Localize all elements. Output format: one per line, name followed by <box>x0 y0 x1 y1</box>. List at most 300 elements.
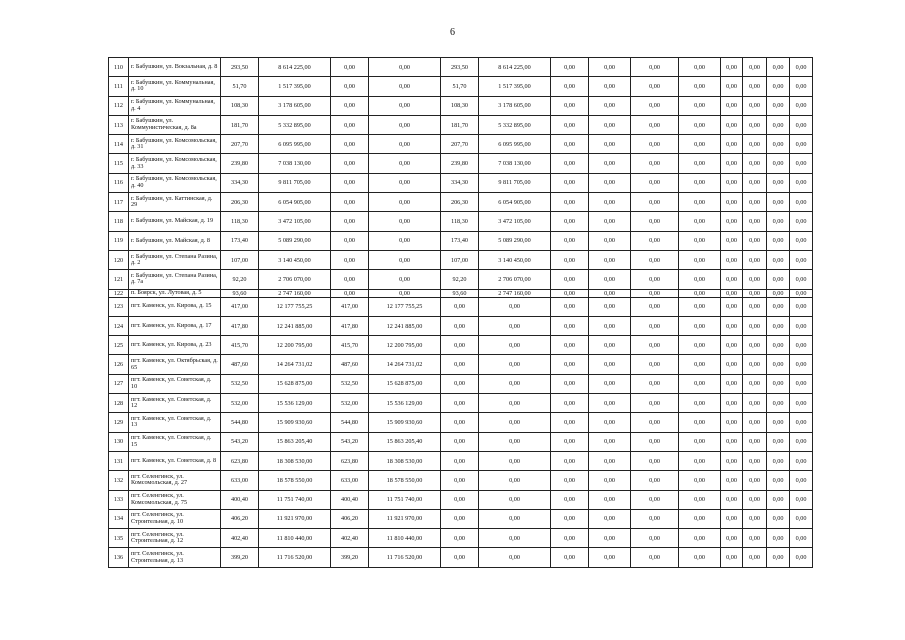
value-cell: 11 751 740,00 <box>259 490 331 509</box>
value-cell: 12 200 795,00 <box>369 336 441 355</box>
value-cell: 0,00 <box>790 154 813 173</box>
value-cell: 0,00 <box>790 135 813 154</box>
value-cell: 51,70 <box>441 77 479 96</box>
value-cell: 0,00 <box>631 115 679 134</box>
value-cell: 0,00 <box>631 58 679 77</box>
value-cell: 0,00 <box>441 529 479 548</box>
value-cell: 11 810 440,00 <box>369 529 441 548</box>
value-cell: 11 716 520,00 <box>369 548 441 567</box>
value-cell: 0,00 <box>631 316 679 335</box>
value-cell: 0,00 <box>631 193 679 212</box>
value-cell: 15 628 875,00 <box>369 374 441 393</box>
value-cell: 0,00 <box>790 451 813 470</box>
value-cell: 0,00 <box>790 394 813 413</box>
value-cell: 118,30 <box>221 212 259 231</box>
value-cell: 0,00 <box>589 115 631 134</box>
value-cell: 15 628 875,00 <box>259 374 331 393</box>
value-cell: 2 706 070,00 <box>479 270 551 289</box>
row-number: 124 <box>109 316 129 335</box>
value-cell: 402,40 <box>221 529 259 548</box>
value-cell: 0,00 <box>743 336 767 355</box>
value-cell: 0,00 <box>551 193 589 212</box>
value-cell: 0,00 <box>589 316 631 335</box>
value-cell: 0,00 <box>479 355 551 374</box>
value-cell: 0,00 <box>631 270 679 289</box>
value-cell: 0,00 <box>631 490 679 509</box>
value-cell: 0,00 <box>790 212 813 231</box>
value-cell: 0,00 <box>631 471 679 490</box>
value-cell: 6 095 995,00 <box>259 135 331 154</box>
value-cell: 0,00 <box>767 212 790 231</box>
row-number: 116 <box>109 173 129 192</box>
value-cell: 0,00 <box>743 231 767 250</box>
value-cell: 532,00 <box>331 394 369 413</box>
value-cell: 0,00 <box>589 432 631 451</box>
row-number: 111 <box>109 77 129 96</box>
value-cell: 0,00 <box>767 355 790 374</box>
value-cell: 0,00 <box>551 336 589 355</box>
value-cell: 0,00 <box>790 115 813 134</box>
table-row <box>109 471 813 490</box>
value-cell: 0,00 <box>551 529 589 548</box>
value-cell: 0,00 <box>790 270 813 289</box>
value-cell: 0,00 <box>631 154 679 173</box>
address-cell: пгт. Каменск, ул. Советская, д. 10 <box>129 374 221 393</box>
value-cell: 8 614 225,00 <box>259 58 331 77</box>
value-cell: 0,00 <box>790 471 813 490</box>
value-cell: 0,00 <box>441 336 479 355</box>
value-cell: 0,00 <box>790 336 813 355</box>
value-cell: 0,00 <box>767 193 790 212</box>
row-number: 128 <box>109 394 129 413</box>
table-row <box>109 231 813 250</box>
value-cell: 0,00 <box>479 336 551 355</box>
value-cell: 0,00 <box>721 96 743 115</box>
value-cell: 107,00 <box>441 250 479 269</box>
value-cell: 9 811 705,00 <box>259 173 331 192</box>
value-cell: 0,00 <box>767 451 790 470</box>
value-cell: 406,20 <box>221 509 259 528</box>
address-cell: г. Бабушкин, ул. Степана Разина, д. 7а <box>129 270 221 289</box>
value-cell: 0,00 <box>369 58 441 77</box>
row-number: 113 <box>109 115 129 134</box>
value-cell: 0,00 <box>479 490 551 509</box>
value-cell: 239,80 <box>441 154 479 173</box>
value-cell: 0,00 <box>790 77 813 96</box>
value-cell: 0,00 <box>743 193 767 212</box>
value-cell: 0,00 <box>551 96 589 115</box>
value-cell: 0,00 <box>589 394 631 413</box>
value-cell: 0,00 <box>767 471 790 490</box>
value-cell: 0,00 <box>631 355 679 374</box>
value-cell: 0,00 <box>790 413 813 432</box>
value-cell: 0,00 <box>551 413 589 432</box>
value-cell: 0,00 <box>743 173 767 192</box>
value-cell: 0,00 <box>721 154 743 173</box>
value-cell: 532,00 <box>221 394 259 413</box>
row-number: 127 <box>109 374 129 393</box>
value-cell: 0,00 <box>369 250 441 269</box>
address-cell: г. Бабушкин, ул. Коммунистическая, д. 8а <box>129 115 221 134</box>
value-cell: 400,40 <box>331 490 369 509</box>
value-cell: 18 578 550,00 <box>259 471 331 490</box>
value-cell: 0,00 <box>767 154 790 173</box>
value-cell: 18 308 530,00 <box>369 451 441 470</box>
value-cell: 633,00 <box>331 471 369 490</box>
row-number: 114 <box>109 135 129 154</box>
value-cell: 0,00 <box>743 270 767 289</box>
value-cell: 0,00 <box>679 115 721 134</box>
address-cell: г. Бабушкин, ул. Майская, д. 19 <box>129 212 221 231</box>
value-cell: 0,00 <box>721 355 743 374</box>
value-cell: 0,00 <box>790 316 813 335</box>
value-cell: 0,00 <box>589 289 631 297</box>
value-cell: 0,00 <box>369 77 441 96</box>
value-cell: 6 054 905,00 <box>259 193 331 212</box>
value-cell: 3 140 450,00 <box>259 250 331 269</box>
address-cell: пгт. Каменск, ул. Кирова, д. 23 <box>129 336 221 355</box>
value-cell: 1 517 395,00 <box>259 77 331 96</box>
value-cell: 0,00 <box>743 154 767 173</box>
value-cell: 0,00 <box>743 115 767 134</box>
value-cell: 0,00 <box>767 509 790 528</box>
value-cell: 6 054 905,00 <box>479 193 551 212</box>
value-cell: 9 811 705,00 <box>479 173 551 192</box>
value-cell: 0,00 <box>589 297 631 316</box>
address-cell: г. Бабушкин, ул. Каттинская, д. 29 <box>129 193 221 212</box>
row-number: 120 <box>109 250 129 269</box>
address-cell: пгт. Каменск, ул. Советская, д. 15 <box>129 432 221 451</box>
value-cell: 0,00 <box>589 250 631 269</box>
address-cell: г. Бабушкин, ул. Комсомольская, д. 40 <box>129 173 221 192</box>
value-cell: 0,00 <box>721 413 743 432</box>
value-cell: 0,00 <box>479 413 551 432</box>
value-cell: 0,00 <box>679 297 721 316</box>
value-cell: 544,80 <box>331 413 369 432</box>
value-cell: 415,70 <box>331 336 369 355</box>
value-cell: 15 863 205,40 <box>369 432 441 451</box>
value-cell: 0,00 <box>767 413 790 432</box>
value-cell: 0,00 <box>767 394 790 413</box>
value-cell: 0,00 <box>767 115 790 134</box>
value-cell: 0,00 <box>743 548 767 567</box>
value-cell: 0,00 <box>551 509 589 528</box>
value-cell: 2 706 070,00 <box>259 270 331 289</box>
value-cell: 0,00 <box>331 270 369 289</box>
value-cell: 0,00 <box>589 173 631 192</box>
value-cell: 0,00 <box>441 374 479 393</box>
value-cell: 3 178 605,00 <box>479 96 551 115</box>
value-cell: 0,00 <box>331 173 369 192</box>
value-cell: 207,70 <box>441 135 479 154</box>
table-row <box>109 316 813 335</box>
value-cell: 0,00 <box>790 529 813 548</box>
value-cell: 0,00 <box>589 374 631 393</box>
value-cell: 0,00 <box>721 297 743 316</box>
table-row <box>109 509 813 528</box>
row-number: 135 <box>109 529 129 548</box>
table-row <box>109 96 813 115</box>
row-number: 122 <box>109 289 129 297</box>
value-cell: 543,20 <box>221 432 259 451</box>
table-row <box>109 289 813 297</box>
value-cell: 5 332 895,00 <box>479 115 551 134</box>
value-cell: 0,00 <box>721 77 743 96</box>
value-cell: 0,00 <box>441 413 479 432</box>
row-number: 136 <box>109 548 129 567</box>
value-cell: 0,00 <box>479 529 551 548</box>
address-cell: пгт. Селенгинск, ул. Комсомольская, д. 75 <box>129 490 221 509</box>
value-cell: 0,00 <box>679 289 721 297</box>
housing-table <box>108 57 813 568</box>
value-cell: 0,00 <box>551 355 589 374</box>
value-cell: 0,00 <box>721 490 743 509</box>
value-cell: 0,00 <box>790 509 813 528</box>
table-row <box>109 490 813 509</box>
value-cell: 0,00 <box>589 193 631 212</box>
value-cell: 0,00 <box>767 58 790 77</box>
table-row <box>109 115 813 134</box>
value-cell: 0,00 <box>743 135 767 154</box>
value-cell: 0,00 <box>679 193 721 212</box>
value-cell: 0,00 <box>721 231 743 250</box>
value-cell: 0,00 <box>551 173 589 192</box>
value-cell: 0,00 <box>743 432 767 451</box>
address-cell: пгт. Селенгинск, ул. Строительная, д. 13 <box>129 548 221 567</box>
value-cell: 0,00 <box>551 115 589 134</box>
value-cell: 0,00 <box>589 548 631 567</box>
value-cell: 181,70 <box>441 115 479 134</box>
value-cell: 0,00 <box>589 451 631 470</box>
value-cell: 108,30 <box>441 96 479 115</box>
value-cell: 0,00 <box>441 394 479 413</box>
value-cell: 0,00 <box>743 212 767 231</box>
value-cell: 0,00 <box>631 509 679 528</box>
value-cell: 108,30 <box>221 96 259 115</box>
value-cell: 0,00 <box>679 212 721 231</box>
value-cell: 3 472 105,00 <box>479 212 551 231</box>
value-cell: 0,00 <box>589 490 631 509</box>
value-cell: 0,00 <box>721 529 743 548</box>
value-cell: 0,00 <box>551 135 589 154</box>
value-cell: 92,20 <box>221 270 259 289</box>
value-cell: 0,00 <box>369 115 441 134</box>
value-cell: 0,00 <box>721 115 743 134</box>
value-cell: 0,00 <box>631 212 679 231</box>
value-cell: 0,00 <box>743 316 767 335</box>
value-cell: 0,00 <box>331 193 369 212</box>
value-cell: 0,00 <box>743 471 767 490</box>
value-cell: 11 716 520,00 <box>259 548 331 567</box>
value-cell: 0,00 <box>589 154 631 173</box>
value-cell: 0,00 <box>441 509 479 528</box>
value-cell: 417,00 <box>221 297 259 316</box>
value-cell: 0,00 <box>631 96 679 115</box>
value-cell: 1 517 395,00 <box>479 77 551 96</box>
value-cell: 0,00 <box>679 135 721 154</box>
value-cell: 0,00 <box>721 212 743 231</box>
value-cell: 417,00 <box>331 297 369 316</box>
value-cell: 406,20 <box>331 509 369 528</box>
row-number: 118 <box>109 212 129 231</box>
value-cell: 417,80 <box>331 316 369 335</box>
value-cell: 0,00 <box>743 413 767 432</box>
address-cell: г. Бабушкин, ул. Комсомольская, д. 33 <box>129 154 221 173</box>
value-cell: 544,80 <box>221 413 259 432</box>
value-cell: 0,00 <box>679 173 721 192</box>
value-cell: 0,00 <box>441 471 479 490</box>
row-number: 126 <box>109 355 129 374</box>
value-cell: 0,00 <box>767 336 790 355</box>
value-cell: 0,00 <box>743 374 767 393</box>
value-cell: 0,00 <box>551 490 589 509</box>
value-cell: 0,00 <box>479 451 551 470</box>
value-cell: 0,00 <box>631 297 679 316</box>
value-cell: 14 264 731,02 <box>259 355 331 374</box>
table-row <box>109 374 813 393</box>
value-cell: 0,00 <box>743 250 767 269</box>
value-cell: 0,00 <box>721 250 743 269</box>
value-cell: 0,00 <box>441 432 479 451</box>
value-cell: 0,00 <box>331 231 369 250</box>
value-cell: 543,20 <box>331 432 369 451</box>
value-cell: 0,00 <box>551 432 589 451</box>
value-cell: 0,00 <box>441 355 479 374</box>
value-cell: 0,00 <box>369 231 441 250</box>
value-cell: 0,00 <box>589 212 631 231</box>
value-cell: 0,00 <box>790 173 813 192</box>
value-cell: 0,00 <box>551 316 589 335</box>
value-cell: 0,00 <box>679 77 721 96</box>
value-cell: 12 177 755,25 <box>369 297 441 316</box>
value-cell: 0,00 <box>369 270 441 289</box>
table-row <box>109 193 813 212</box>
table-row <box>109 173 813 192</box>
table-row <box>109 548 813 567</box>
address-cell: г. Бабушкин, ул. Майская, д. 8 <box>129 231 221 250</box>
value-cell: 11 810 440,00 <box>259 529 331 548</box>
value-cell: 0,00 <box>767 529 790 548</box>
value-cell: 0,00 <box>679 96 721 115</box>
value-cell: 8 614 225,00 <box>479 58 551 77</box>
value-cell: 0,00 <box>767 135 790 154</box>
table-row <box>109 212 813 231</box>
value-cell: 0,00 <box>551 374 589 393</box>
value-cell: 0,00 <box>743 58 767 77</box>
value-cell: 5 089 290,00 <box>259 231 331 250</box>
value-cell: 14 264 731,02 <box>369 355 441 374</box>
value-cell: 0,00 <box>369 193 441 212</box>
value-cell: 0,00 <box>767 289 790 297</box>
value-cell: 0,00 <box>589 509 631 528</box>
value-cell: 0,00 <box>551 250 589 269</box>
value-cell: 0,00 <box>679 451 721 470</box>
value-cell: 0,00 <box>631 413 679 432</box>
address-cell: пгт. Каменск, ул. Кирова, д. 15 <box>129 297 221 316</box>
value-cell: 0,00 <box>767 490 790 509</box>
value-cell: 118,30 <box>441 212 479 231</box>
table-row <box>109 250 813 269</box>
value-cell: 400,40 <box>221 490 259 509</box>
row-number: 112 <box>109 96 129 115</box>
row-number: 117 <box>109 193 129 212</box>
value-cell: 206,30 <box>221 193 259 212</box>
value-cell: 415,70 <box>221 336 259 355</box>
value-cell: 487,60 <box>221 355 259 374</box>
value-cell: 0,00 <box>589 96 631 115</box>
value-cell: 11 921 970,00 <box>369 509 441 528</box>
value-cell: 0,00 <box>479 374 551 393</box>
address-cell: г. Бабушкин, ул. Коммунальная, д. 10 <box>129 77 221 96</box>
value-cell: 5 332 895,00 <box>259 115 331 134</box>
value-cell: 0,00 <box>369 173 441 192</box>
value-cell: 0,00 <box>679 270 721 289</box>
value-cell: 0,00 <box>551 548 589 567</box>
row-number: 134 <box>109 509 129 528</box>
value-cell: 2 747 160,00 <box>259 289 331 297</box>
value-cell: 487,60 <box>331 355 369 374</box>
value-cell: 0,00 <box>589 270 631 289</box>
value-cell: 0,00 <box>589 413 631 432</box>
table-row <box>109 270 813 289</box>
value-cell: 399,20 <box>331 548 369 567</box>
value-cell: 93,60 <box>441 289 479 297</box>
value-cell: 0,00 <box>679 374 721 393</box>
value-cell: 0,00 <box>767 270 790 289</box>
table-row <box>109 432 813 451</box>
value-cell: 0,00 <box>790 432 813 451</box>
row-number: 123 <box>109 297 129 316</box>
value-cell: 0,00 <box>790 355 813 374</box>
row-number: 119 <box>109 231 129 250</box>
value-cell: 0,00 <box>790 96 813 115</box>
row-number: 125 <box>109 336 129 355</box>
value-cell: 0,00 <box>551 451 589 470</box>
value-cell: 0,00 <box>743 529 767 548</box>
value-cell: 0,00 <box>790 297 813 316</box>
value-cell: 623,80 <box>331 451 369 470</box>
value-cell: 0,00 <box>589 529 631 548</box>
table-row <box>109 58 813 77</box>
address-cell: пгт. Каменск, ул. Советская, д. 12 <box>129 394 221 413</box>
value-cell: 0,00 <box>551 212 589 231</box>
value-cell: 0,00 <box>631 289 679 297</box>
value-cell: 0,00 <box>631 374 679 393</box>
value-cell: 239,80 <box>221 154 259 173</box>
value-cell: 0,00 <box>589 231 631 250</box>
value-cell: 0,00 <box>331 96 369 115</box>
value-cell: 15 536 129,00 <box>369 394 441 413</box>
page-number: 6 <box>450 27 455 38</box>
row-number: 131 <box>109 451 129 470</box>
value-cell: 12 200 795,00 <box>259 336 331 355</box>
value-cell: 0,00 <box>790 289 813 297</box>
value-cell: 0,00 <box>441 451 479 470</box>
value-cell: 633,00 <box>221 471 259 490</box>
value-cell: 15 909 930,60 <box>259 413 331 432</box>
value-cell: 93,60 <box>221 289 259 297</box>
value-cell: 15 909 930,60 <box>369 413 441 432</box>
value-cell: 0,00 <box>679 394 721 413</box>
address-cell: пгт. Селенгинск, ул. Строительная, д. 10 <box>129 509 221 528</box>
value-cell: 0,00 <box>721 509 743 528</box>
value-cell: 0,00 <box>479 509 551 528</box>
value-cell: 0,00 <box>721 173 743 192</box>
value-cell: 15 863 205,40 <box>259 432 331 451</box>
address-cell: г. Бабушкин, ул. Степана Разина, д. 2 <box>129 250 221 269</box>
value-cell: 18 578 550,00 <box>369 471 441 490</box>
value-cell: 0,00 <box>743 96 767 115</box>
